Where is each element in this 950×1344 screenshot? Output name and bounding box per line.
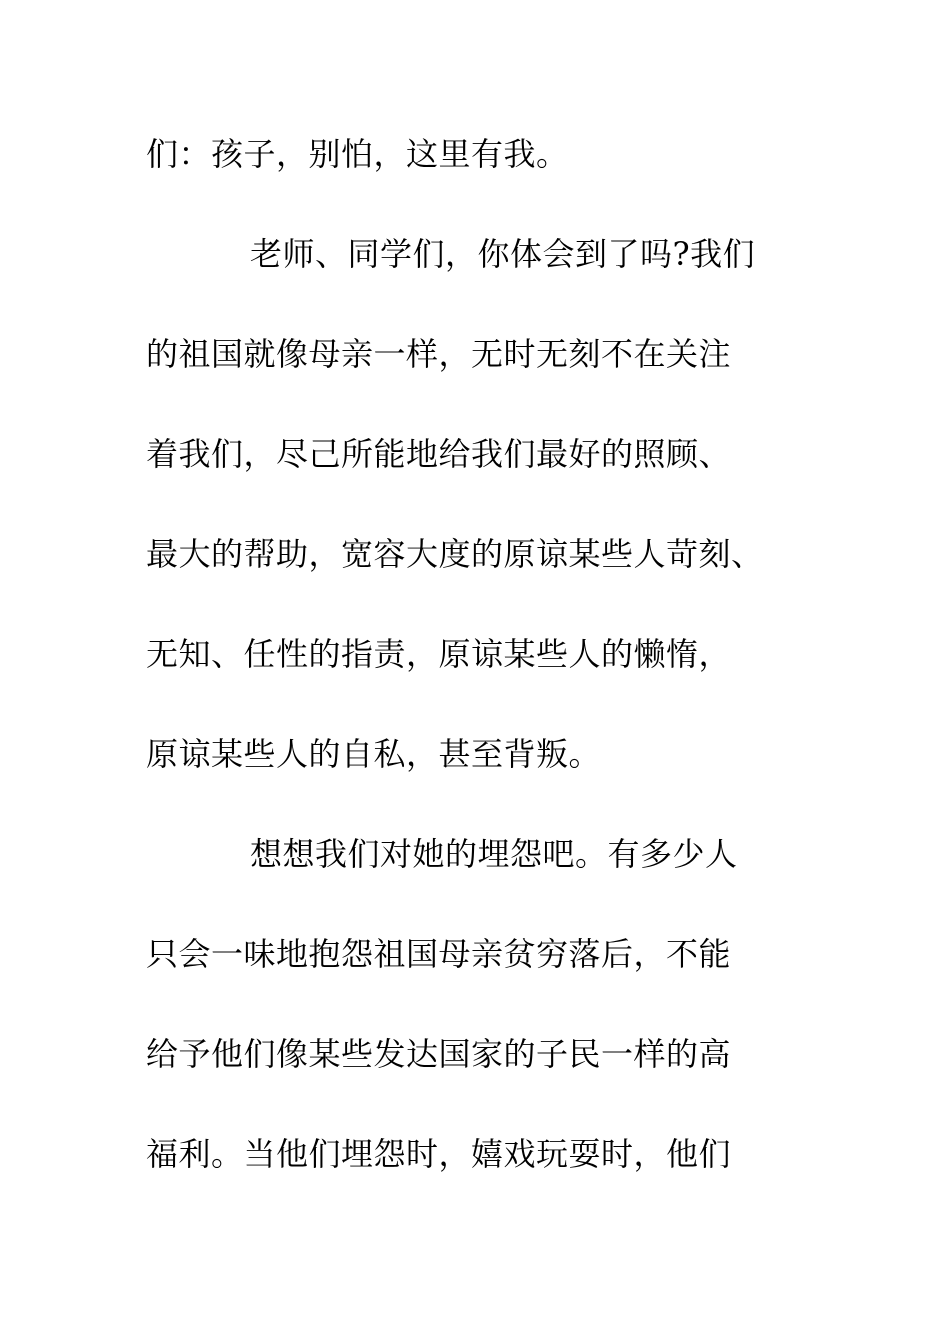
text-line: 福利。当他们埋怨时，嬉戏玩耍时，他们 <box>146 1135 732 1173</box>
text-line: 只会一味地抱怨祖国母亲贫穷落后，不能 <box>146 935 732 973</box>
paragraph-start-line: 老师、同学们，你体会到了吗?我们 <box>250 235 756 273</box>
text-line: 原谅某些人的自私，甚至背叛。 <box>146 735 602 773</box>
body-text <box>146 124 826 1224</box>
text-line: 无知、任性的指责，原谅某些人的懒惰， <box>146 635 732 673</box>
paragraph-start-line: 想想我们对她的埋怨吧。有多少人 <box>250 835 738 873</box>
text-line: 们：孩子，别怕，这里有我。 <box>146 135 569 173</box>
text-line: 着我们，尽己所能地给我们最好的照顾、 <box>146 435 732 473</box>
text-line: 最大的帮助，宽容大度的原谅某些人苛刻、 <box>146 535 764 573</box>
text-line: 给予他们像某些发达国家的子民一样的高 <box>146 1035 732 1073</box>
text-line: 的祖国就像母亲一样，无时无刻不在关注 <box>146 335 732 373</box>
